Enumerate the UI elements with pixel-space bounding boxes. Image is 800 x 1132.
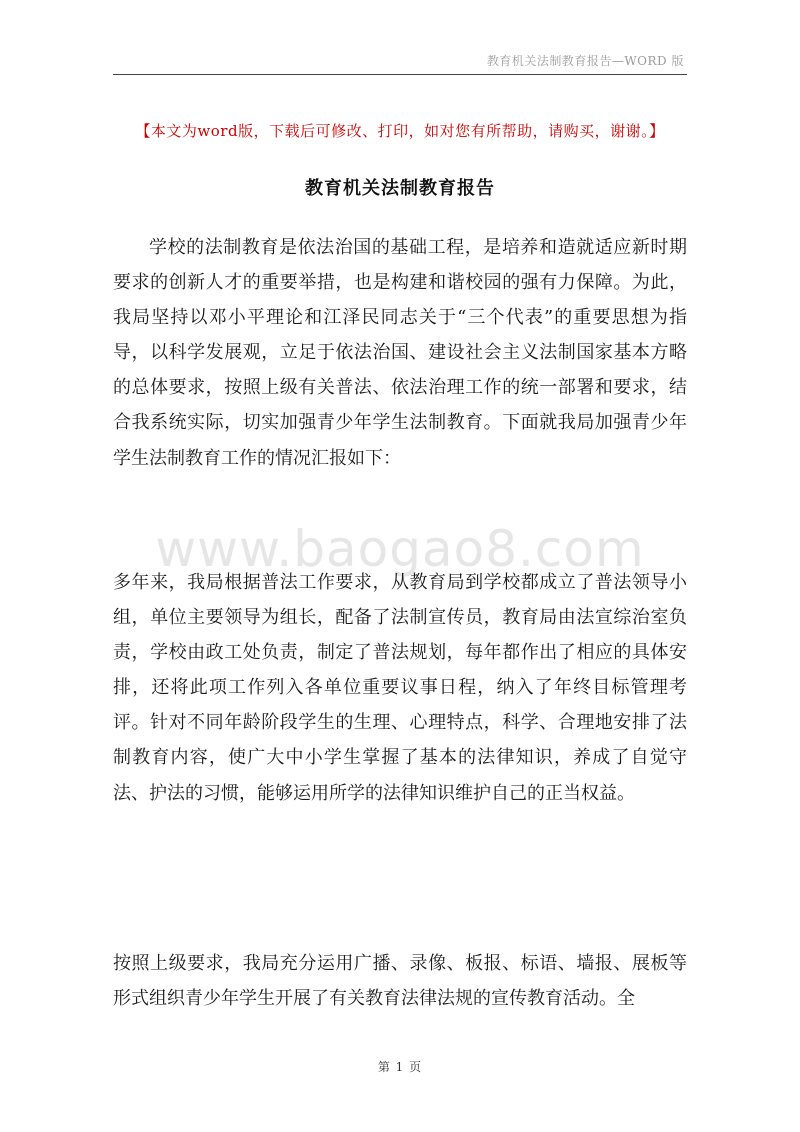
running-header: 教育机关法制教育报告—WORD 版 xyxy=(486,54,684,68)
header-divider xyxy=(113,74,687,75)
purchase-notice: 【本文为word版，下载后可修改、打印，如对您有所帮助，请购买，谢谢。】 xyxy=(135,122,665,140)
site-watermark: www.baogao8.com xyxy=(155,520,645,578)
page-number: 第 1 页 xyxy=(377,1060,423,1074)
paragraph-intro: 学校的法制教育是依法治国的基础工程，是培养和造就适应新时期要求的创新人才的重要举措，也是构建和谐校园的强有力保障。为此，我局坚持以邓小平理论和江泽民同志关于“三个代表”的重要思想为指导，以科学发展观，立足于依法治国、建设社会主义法制国家基本方略的总体要求，按照上级有关普法、依法治理工作的统一部署和要求，结合我系统实际，切实加强青少年学生法制教育。下面就我局加强青少年学生法制教育工作的情况汇报如下： xyxy=(113,237,687,469)
paragraph-activities: 按照上级要求，我局充分运用广播、录像、板报、标语、墙报、展板等形式组织青少年学生开展了有关教育法律法规的宣传教育活动。全 xyxy=(113,953,687,1010)
document-title: 教育机关法制教育报告 xyxy=(305,178,495,199)
paragraph-organization: 多年来，我局根据普法工作要求，从教育局到学校都成立了普法领导小组，单位主要领导为组长，配备了法制宣传员，教育局由法宣综治室负责，学校由政工处负责，制定了普法规划，每年都作出了相应的具体安排，还将此项工作列入各单位重要议事日程，纳入了年终目标管理考评。针对不同年龄阶段学生的生理、心理特点，科学、合理地安排了法制教育内容，使广大中小学生掌握了基本的法律知识，养成了自觉守法、护法的习惯，能够运用所学的法律知识维护自己的正当权益。 xyxy=(113,572,687,804)
